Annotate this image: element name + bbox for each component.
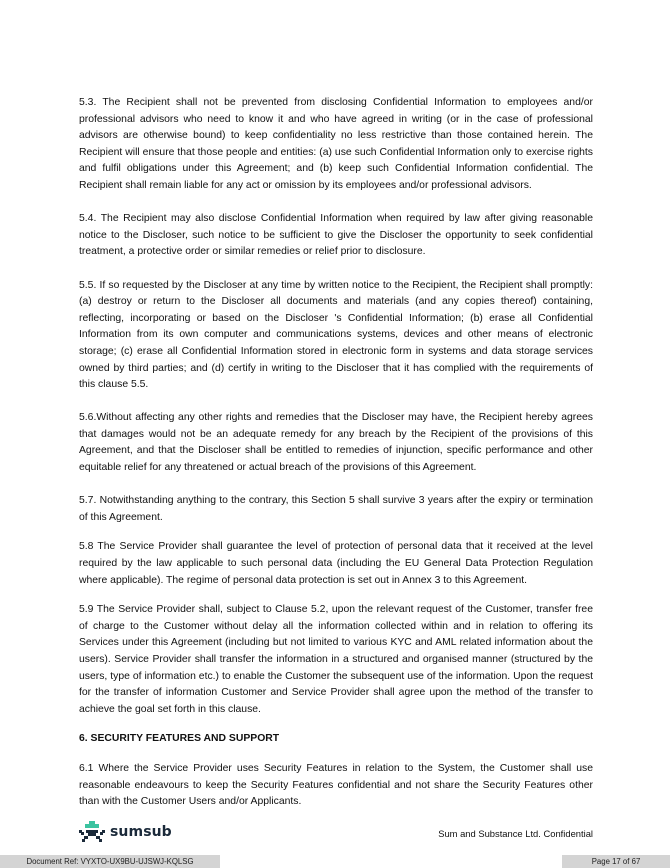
sumsub-wordmark: sumsub [110, 824, 172, 840]
confidential-notice: Sum and Substance Ltd. Confidential [438, 828, 593, 839]
clause-5-5: 5.5. If so requested by the Discloser at any time by written notice to the Recipient, the Recipient shall promptly: (a) destroy or return to the Discloser all documents and materials (and any copies thereof) containing, reflecting, incorporating or based on the Discloser 's Confidential Information; (b) erase all Confidential Information from its own computer and communications systems, devices and other means of electronic storage; (c) erase all Confidential Information stored in electronic form in systems and data storage services owned by third parties; and (d) certify in writing to the Discloser that it has complied with the requirements of this clause 5.5. [79, 279, 593, 391]
clause-5-6: 5.6.Without affecting any other rights and remedies that the Discloser may have, the Recipient hereby agrees that damages would not be an adequate remedy for any breach by the Recipient of the provisions of this Agreement, and that the Discloser shall be entitled to remedies of injunction, specific performance and other equitable relief for any threatened or actual breach of the provisions of this Agreement. [79, 412, 593, 474]
clause-5-7: 5.7. Notwithstanding anything to the contrary, this Section 5 shall survive 3 years after the expiry or termination of this Agreement. [79, 495, 593, 523]
clause-5-3: 5.3. The Recipient shall not be prevented from disclosing Confidential Information to employees and/or professional advisors who need to know it and who have agreed in writing (or in the case of professional advisors are otherwise bound) to keep confidentiality no less restrictive than those contained herein. The Recipient will ensure that those people and entities: (a) use such Confidential Information only to exercise rights and fulfil obligations under this Agreement; and (b) keep such Confidential Information confidential. The Recipient shall remain liable for any act or omission by its employees and/or professional advisors. [79, 97, 593, 191]
clause-6-1: 6.1 Where the Service Provider uses Security Features in relation to the System, the Customer shall use reasonable endeavours to keep the Security Features confidential and not share the Security Features other than with the Customer Users and/or Applicants. [79, 762, 593, 808]
sumsub-logo [79, 820, 172, 844]
document-reference: Document Ref: VYXTO-UX9BU-UJSWJ-KQLSG [0, 855, 220, 868]
page-number: Page 17 of 67 [562, 855, 670, 868]
clause-5-8: 5.8 The Service Provider shall guarantee the level of protection of personal data that it received at the level required by the law applicable to such personal data (including the EU General Data Protection Regulation where applicable). The regime of personal data protection is set out in Annex 3 to this Agreement. [79, 541, 593, 586]
section-6-heading: 6. SECURITY FEATURES AND SUPPORT [79, 733, 280, 745]
clause-5-4: 5.4. The Recipient may also disclose Confidential Information when required by law after giving reasonable notice to the Discloser, such notice to be sufficient to give the Discloser the opportunity to seek confidential treatment, a protective order or similar remedies or relief prior to disclosure. [79, 213, 593, 258]
clause-5-9: 5.9 The Service Provider shall, subject to Clause 5.2, upon the relevant request of the Customer, transfer free of charge to the Customer without delay all the information collected within and in relation to offering its Services under this Agreement (including but not limited to various KYC and AML related information about the users). Service Provider shall transfer the information in a structured and organised manner (structured by the users, type of information etc.) to enable the Customer the subsequent use of the information. Upon the request for the transfer of information Customer and Service Provider shall agree upon the method of the transfer to achieve the goal set forth in this clause. [79, 604, 593, 715]
sumsub-mascot-icon [79, 821, 105, 843]
document-page-body [79, 95, 593, 827]
